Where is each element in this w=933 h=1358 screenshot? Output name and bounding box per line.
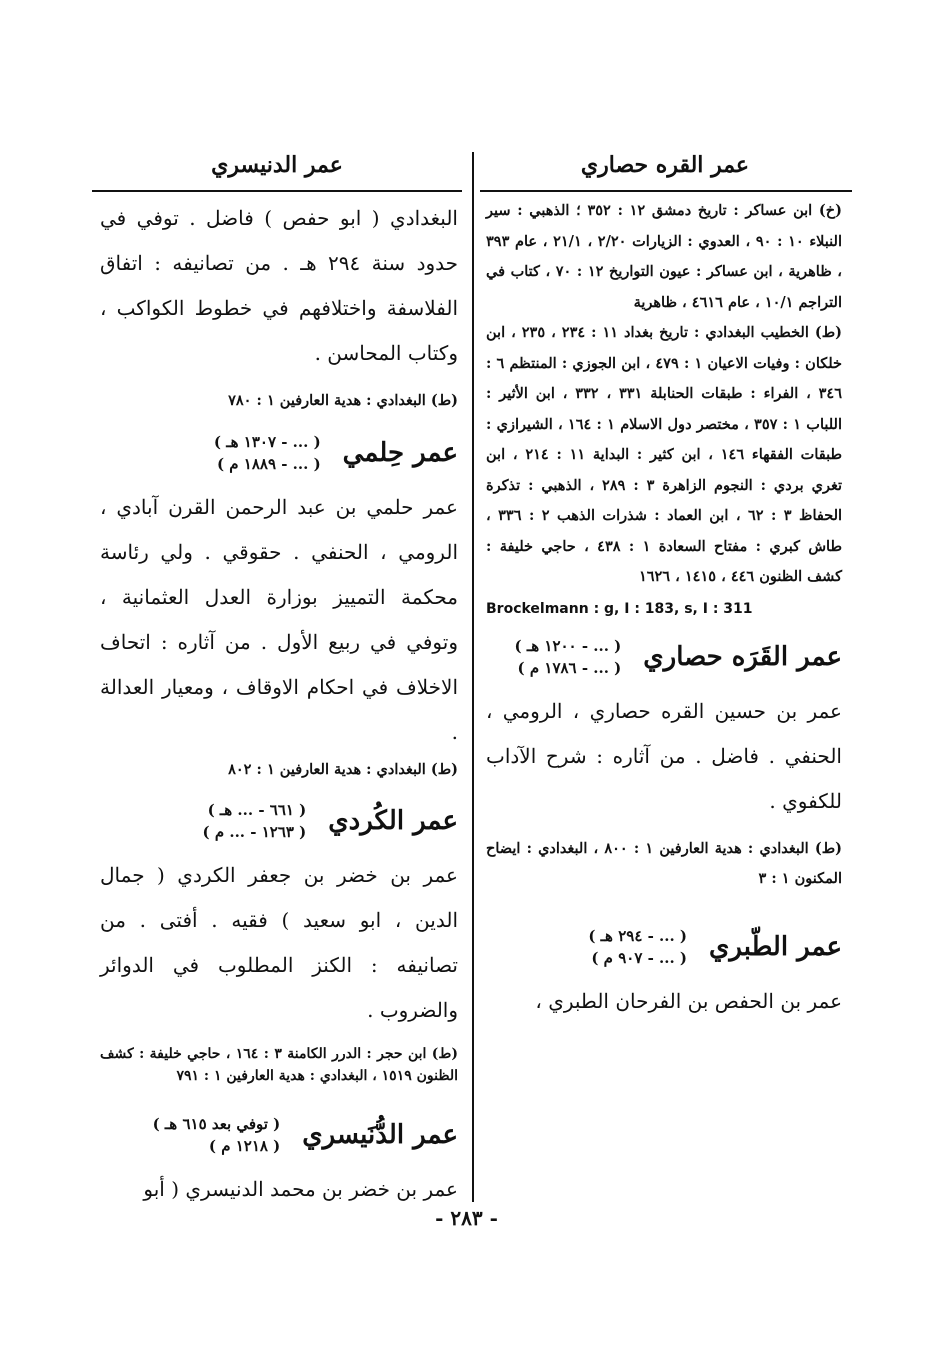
entry-heading <box>100 1113 458 1157</box>
references-block: (ط) البغدادي : هدية العارفين ١ : ٨٠٢ <box>228 760 458 778</box>
gregorian-date: ( ... - ١٨٨٩ م ) <box>216 454 321 473</box>
left-column <box>100 196 458 1212</box>
entry-body: عمر حلمي بن عبد الرحمن القرن آبادي ، الرومي ، الحنفي . حقوقي . ولي رئاسة محكمة التمييز بوزارة العدل العثمانية ، وتوفي في ربيع الأول . من آثاره : اتحاف الاخلاف في احكام الاوقاف ، ومعيار العدالة . <box>100 494 458 744</box>
entry-dates <box>515 635 622 679</box>
hijri-date: ( ... - ١٣٠٧ هـ ) <box>213 432 321 451</box>
entry-name: عمر الدُّنَيسري <box>302 1120 458 1150</box>
entry-heading <box>100 431 458 475</box>
hijri-date: ( ... - ١٢٠٠ هـ ) <box>514 636 622 655</box>
left-header-rule <box>92 190 462 192</box>
page-number: - ٢٨٣ - <box>435 1206 498 1230</box>
entry-heading <box>486 635 842 679</box>
left-column-header: عمر الدنيسري <box>211 152 343 178</box>
entry-dates <box>153 1113 281 1157</box>
references-block: (ط) البغدادي : هدية العارفين ١ : ٧٨٠ <box>228 392 458 409</box>
entry-name: عمر حِلمي <box>342 437 458 468</box>
latin-reference: Brockelmann : g, I : 183, s, I : 311 <box>486 600 753 617</box>
gregorian-date: ( ١٢٦٣ - ... م ) <box>202 823 307 841</box>
right-header-rule <box>480 190 852 192</box>
entry-heading <box>100 799 458 843</box>
column-divider <box>472 152 474 1202</box>
entry-dates <box>203 799 307 843</box>
gregorian-date: ( ... - ١٧٨٦ م ) <box>517 658 622 677</box>
entry-name: عمر الطّبري <box>709 931 842 962</box>
references-block: (ط) ابن حجر : الدرر الكامنة ٣ : ١٦٤ ، حاجي خليفة : كشف الظنون ١٥١٩ ، البغدادي : هدية العارفين ١ : ٧٩١ <box>100 1046 459 1084</box>
entry-body: عمر بن خضر بن جعفر الكردي ( جمال الدين ، ابو سعيد ) فقيه . أفتى . من تصانيفه : الكنز المطلوب في الدوائر والضروب . <box>100 863 458 1022</box>
right-column <box>486 196 842 1024</box>
entry-body: عمر بن خضر بن محمد الدنيسري ( أبو <box>143 1177 458 1201</box>
references-block: (خ) ابن عساكر : تاريخ دمشق ١٢ : ٣٥٢ ؛ الذهبي : سير النبلاء ١٠ : ٩٠ ، العدوي : الزيارات ٢/٢٠ ، ٢١/١ ، عام ٣٩٣ ، ظاهرية ، ابن عساكر : عيون التواريخ ١٢ : ٧٠ ، كتاب في التراجم ١٠/١ ، عام ٤٦١٦ ، ظاهرية <box>486 202 843 311</box>
entry-dates <box>588 925 687 969</box>
entry-body: عمر بن الحفص بن الفرحان الطبري ، <box>535 988 842 1013</box>
entry-name: عمر الكُردي <box>328 806 458 836</box>
references-block: (ط) البغدادي : هدية العارفين ١ : ٨٠٠ ، البغدادي : ايضاح المكنون ١ : ٣ <box>486 839 842 887</box>
entry-dates <box>214 431 321 475</box>
entry-name: عمر القَرَه حصاري <box>643 641 842 672</box>
entry-body: البغدادي ( ابو حفص ) فاضل . توفي في حدود سنة ٢٩٤ هـ . من تصانيفه : اتفاق الفلاسفة واختلافهم في خطوط الكواكب ، وكتاب المحاسن . <box>100 206 458 365</box>
right-column-header: عمر القره حصاري <box>580 152 750 178</box>
hijri-date: ( توفي بعد ٦١٥ هـ ) <box>152 1115 281 1133</box>
references-block: (ط) الخطيب البغدادي : تاريخ بغداد ١١ : ٢٣٤ ، ٢٣٥ ، ابن خلكان : وفيات الاعيان ١ : ٤٧٩ ، ابن الجوزي : المنتظم ٦ : ٣٤٦ ، الفراء : طبقات الحنابلة ٣٣١ ، ٣٣٢ ، ابن الأثير : اللباب ١ : ٣٥٧ ، مختصر دول الاسلام ١ : ١٦٤ ، الشيرازي : طبقات الفقهاء ١٤٦ ، ابن كثير : البداية ١١ : ٢١٤ ، ابن تغري بردي : النجوم الزاهرة ٣ : ٢٨٩ ، الذهبي : تذكرة الحفاظ ٣ : ٦٢ ، ابن العماد : شذرات الذهب ٢ : ٣٣٦ ، طاش كبري : مفتاح السعادة ١ : ٤٣٨ ، حاجي خليفة : كشف الظنون ٤٤٦ ، ١٤١٥ ، ١٦٢٦ <box>486 324 843 585</box>
hijri-date: ( ٦٦١ - ... هـ ) <box>207 801 307 819</box>
gregorian-date: ( ١٢١٨ م ) <box>208 1137 281 1155</box>
hijri-date: ( ... - ٢٩٤ هـ ) <box>588 926 688 945</box>
entry-body: عمر بن حسين القره حصاري ، الرومي ، الحنفي . فاضل . من آثاره : شرح الآداب للكفوي . <box>486 698 842 813</box>
entry-heading <box>486 925 842 969</box>
gregorian-date: ( ... - ٩٠٧ م ) <box>591 948 688 967</box>
